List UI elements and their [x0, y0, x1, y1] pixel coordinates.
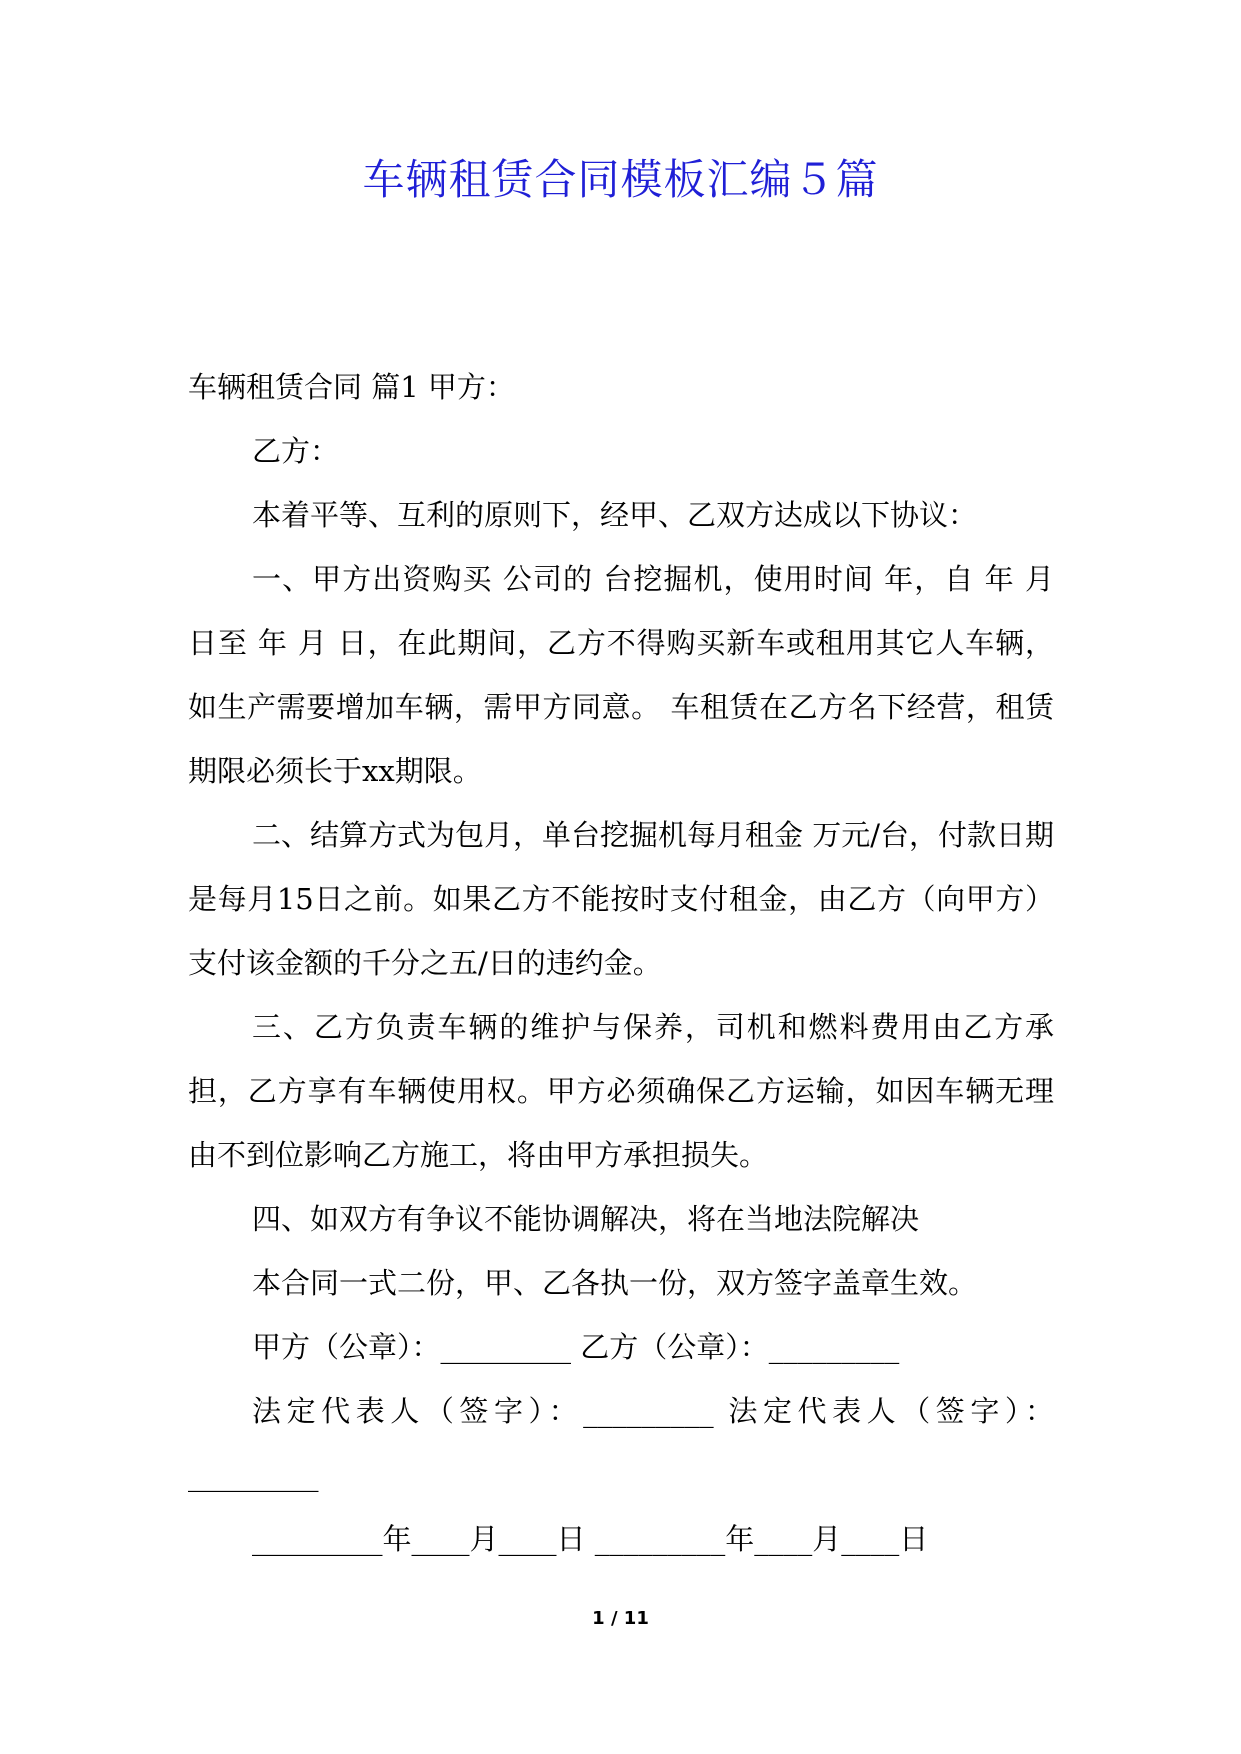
party-b-line: 乙方： [252, 434, 340, 468]
copies-clause: 本合同一式二份，甲、乙各执一份，双方签字盖章生效。 [252, 1266, 978, 1300]
document-body [188, 355, 1054, 1571]
page-number: 1 / 11 [592, 1608, 649, 1629]
contract-heading-line: 车辆租赁合同 篇1 甲方： [188, 370, 515, 404]
agreement-intro: 本着平等、互利的原则下，经甲、乙双方达成以下协议： [252, 498, 978, 532]
signature-line: 法定代表人（签字）：_________ 法定代表人（签字）：_________ [188, 1394, 1054, 1492]
date-line: _________年____月____日 _________年____月____日 [252, 1522, 929, 1556]
clause-4: 四、如双方有争议不能协调解决，将在当地法院解决 [252, 1202, 920, 1236]
clause-1: 一、甲方出资购买 公司的 台挖掘机，使用时间 年，自 年 月 日至 年 月 日，在此期间，乙方不得购买新车或租用其它人车辆，如生产需要增加车辆，需甲方同意。 车租赁在乙方名下经营，租赁期限必须长于xx期限。 [188, 562, 1054, 788]
clause-2: 二、结算方式为包月，单台挖掘机每月租金 万元/台，付款日期是每月15日之前。如果乙方不能按时支付租金，由乙方（向甲方）支付该金额的千分之五/日的违约金。 [188, 818, 1054, 980]
clause-3: 三、乙方负责车辆的维护与保养，司机和燃料费用由乙方承担，乙方享有车辆使用权。甲方必须确保乙方运输，如因车辆无理由不到位影响乙方施工，将由甲方承担损失。 [188, 1010, 1054, 1172]
document-title: 车辆租赁合同模板汇编５篇 [362, 155, 879, 204]
seal-line: 甲方（公章）：_________ 乙方（公章）：_________ [252, 1330, 900, 1364]
